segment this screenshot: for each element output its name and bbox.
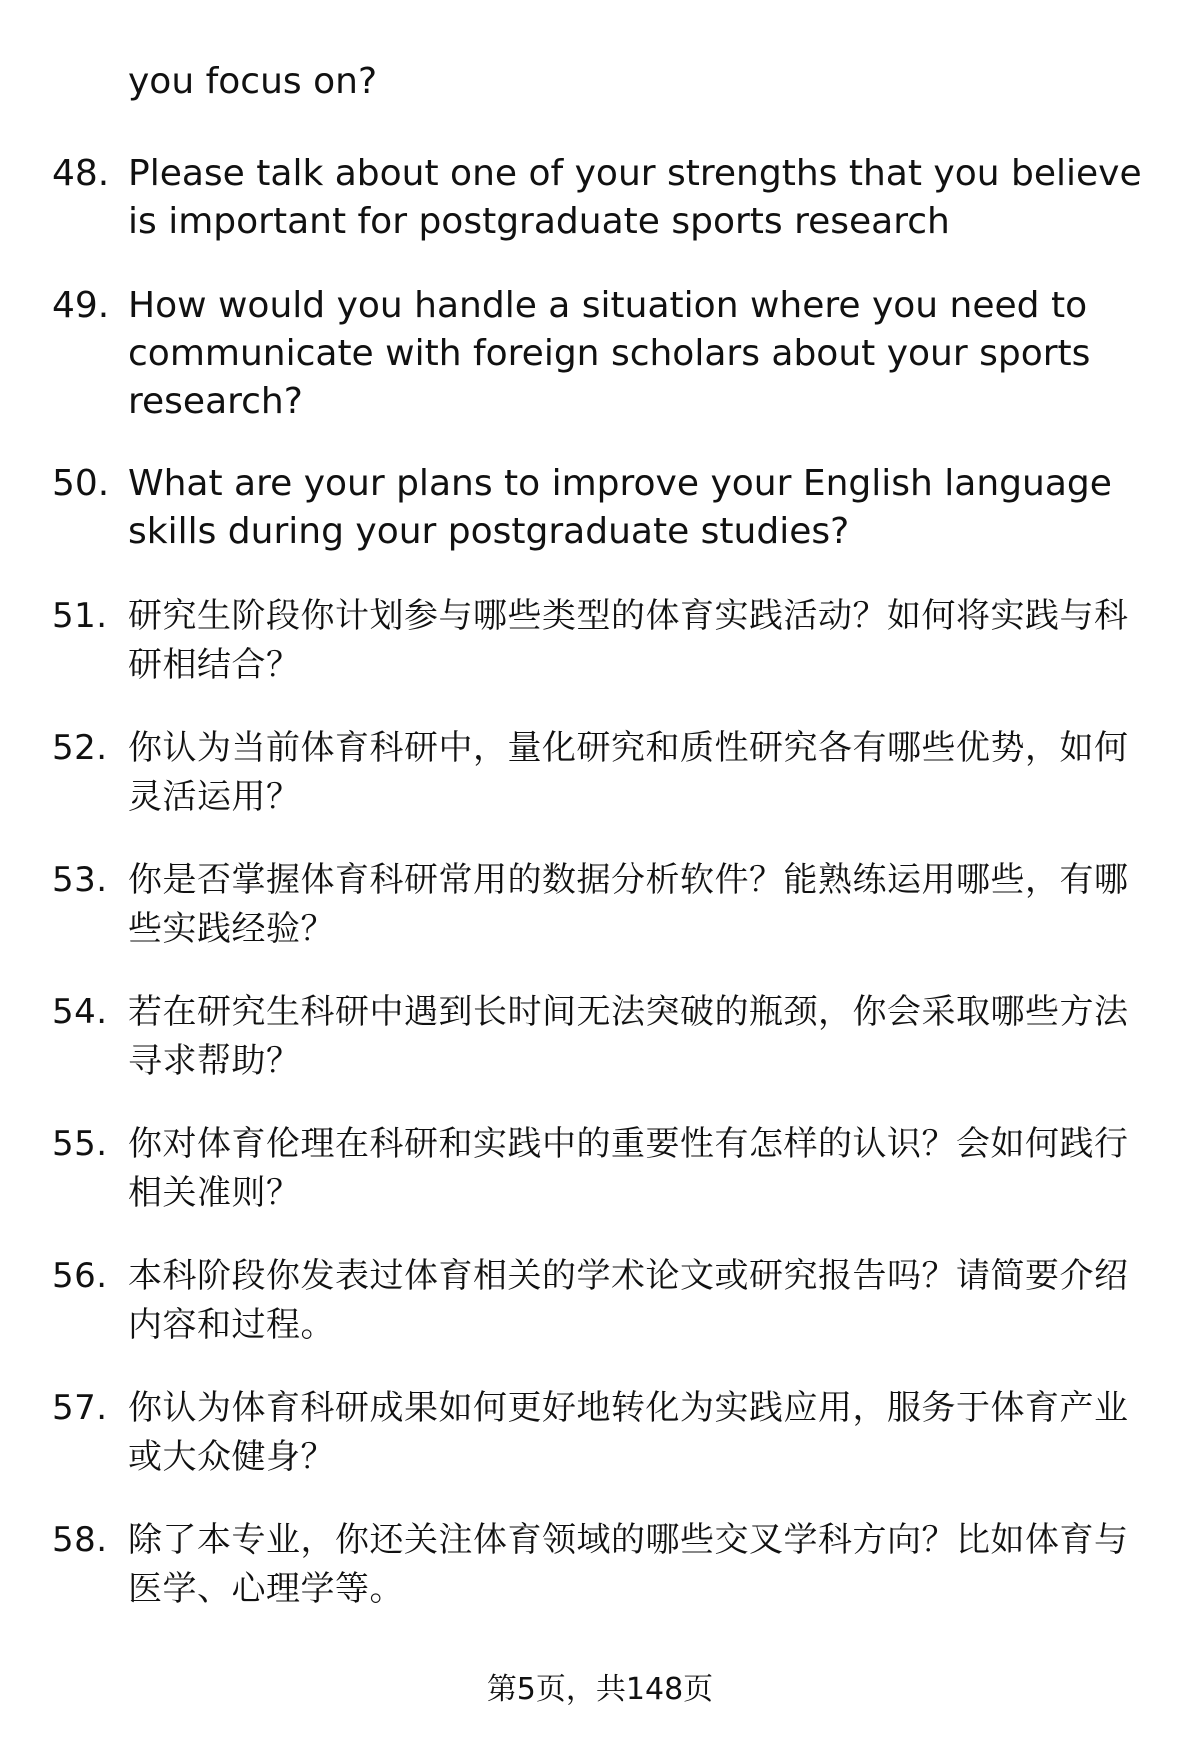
question-text: 除了本专业，你还关注体育领域的哪些交叉学科方向？比如体育与医学、心理学等。 xyxy=(128,1520,1129,1609)
question-number: 56. xyxy=(52,1256,108,1296)
question-text: 你是否掌握体育科研常用的数据分析软件？能熟练运用哪些，有哪些实践经验？ xyxy=(128,860,1129,949)
question-text: 若在研究生科研中遇到长时间无法突破的瓶颈，你会采取哪些方法寻求帮助？ xyxy=(128,992,1129,1081)
question-number: 48. xyxy=(52,153,110,194)
question-text: 你认为体育科研成果如何更好地转化为实践应用，服务于体育产业或大众健身？ xyxy=(128,1388,1129,1477)
question-text: 你认为当前体育科研中，量化研究和质性研究各有哪些优势，如何灵活运用？ xyxy=(128,728,1129,817)
question-text: 你对体育伦理在科研和实践中的重要性有怎样的认识？会如何践行相关准则？ xyxy=(128,1124,1129,1213)
question-text: 研究生阶段你计划参与哪些类型的体育实践活动？如何将实践与科研相结合？ xyxy=(128,596,1129,685)
question-number: 53. xyxy=(52,860,108,900)
question-text: Please talk about one of your strengths that you believe is important for postgraduate sports research xyxy=(128,153,1142,242)
question-number: 49. xyxy=(52,285,110,326)
question-continuation: you focus on? xyxy=(128,61,378,102)
question-number: 51. xyxy=(52,596,108,636)
question-number: 52. xyxy=(52,728,108,768)
question-text: How would you handle a situation where you need to communicate with foreign scholars about your sports research? xyxy=(128,285,1091,422)
question-number: 55. xyxy=(52,1124,108,1164)
question-number: 54. xyxy=(52,992,108,1032)
question-number: 57. xyxy=(52,1388,108,1428)
question-text: What are your plans to improve your English language skills during your postgraduate studies? xyxy=(128,463,1112,552)
question-text: 本科阶段你发表过体育相关的学术论文或研究报告吗？请简要介绍内容和过程。 xyxy=(128,1256,1129,1345)
question-number: 58. xyxy=(52,1520,108,1560)
question-number: 50. xyxy=(52,463,110,504)
page-footer: 第5页，共148页 xyxy=(486,1672,714,1707)
